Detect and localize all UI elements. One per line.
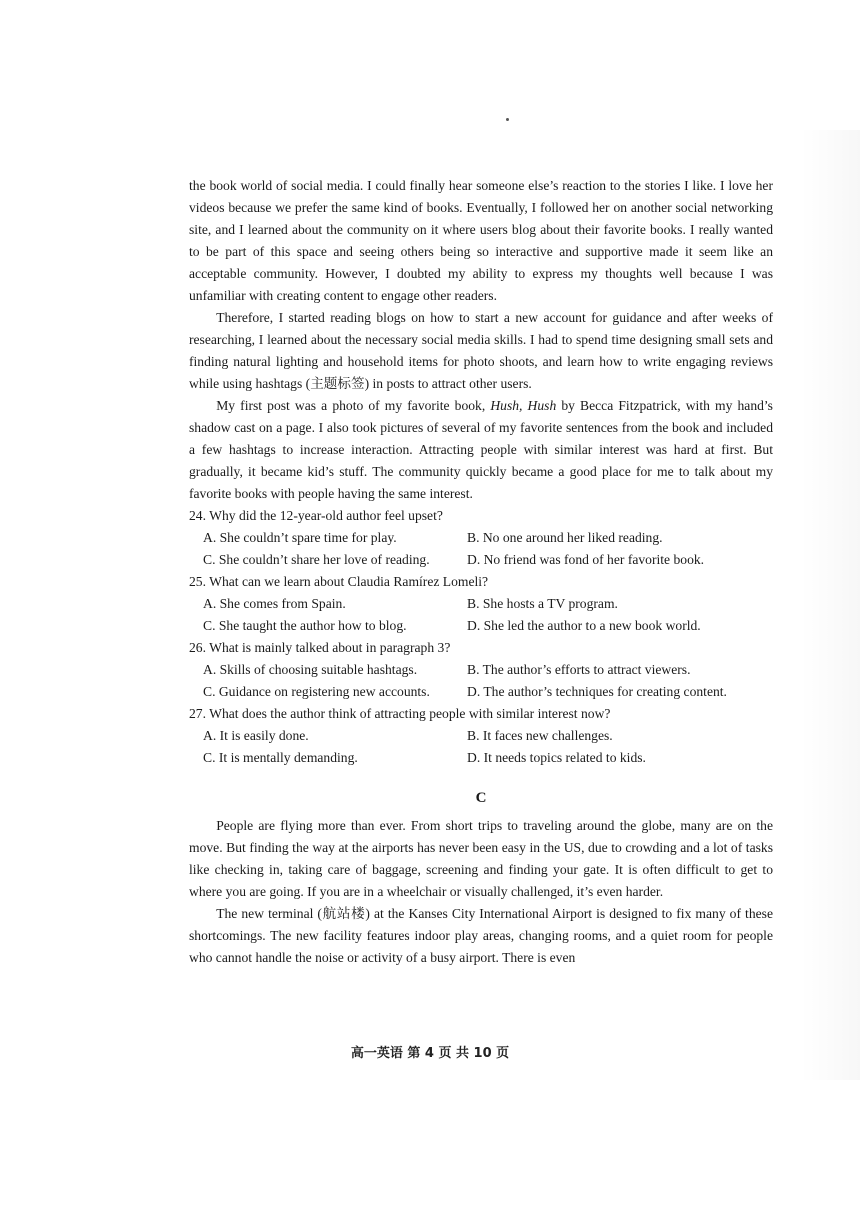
question-stem: 24. Why did the 12-year-old author feel upset? (189, 508, 443, 523)
option-a[interactable]: A. It is easily done. (203, 728, 309, 743)
option-b[interactable]: B. She hosts a TV program. (467, 596, 618, 611)
option-b[interactable]: B. It faces new challenges. (467, 728, 613, 743)
question-27 (189, 703, 773, 769)
options (189, 725, 773, 769)
option-a[interactable]: A. Skills of choosing suitable hashtags. (203, 662, 418, 677)
options (189, 659, 773, 703)
scan-speck (506, 118, 509, 121)
option-d[interactable]: D. The author’s techniques for creating content. (467, 684, 727, 699)
paragraph-3-text-b: by Becca Fitzpatrick, with my hand’s shadow cast on a page. I also took pictures of several of my favorite sentences from the book and included a few hashtags to increase interaction. Attracting people with similar interest was hard at first. But gradually, it became kid’s stuff. The community quickly became a good place for me to talk about my favorite books with people having the same interest. (189, 398, 773, 501)
page-footer: 高一英语 第 4 页 共 10 页 (350, 1046, 510, 1061)
page-content (189, 175, 773, 969)
option-c[interactable]: C. She taught the author how to blog. (203, 618, 407, 633)
passage-c-paragraph-1: People are flying more than ever. From short trips to traveling around the globe, many are on the move. But finding the way at the airports has never been easy in the US, due to crowding and a lot of tasks like checking in, taking care of baggage, screening and finding your gate. It is often difficult to get to where you are going. If you are in a wheelchair or visually challenged, it’s even harder. (189, 818, 773, 899)
section-c-title: C (475, 790, 487, 806)
option-c[interactable]: C. Guidance on registering new accounts. (203, 684, 430, 699)
passage-b-paragraph-2: Therefore, I started reading blogs on how to start a new account for guidance and after weeks of researching, I learned about the necessary social media skills. I had to spend time designing small sets and finding natural lighting and household items for photo shoots, and learn how to write engaging reviews while using hashtags (主题标签) in posts to attract other users. (189, 310, 773, 391)
option-b[interactable]: B. The author’s efforts to attract viewers. (467, 662, 691, 677)
passage-c-paragraph-2: The new terminal (航站楼) at the Kanses City International Airport is designed to fix many of these shortcomings. The new facility features indoor play areas, changing rooms, and a quiet room for people who cannot handle the noise or activity of a busy airport. There is even (189, 906, 773, 965)
option-c[interactable]: C. She couldn’t share her love of reading. (203, 552, 430, 567)
option-a[interactable]: A. She couldn’t spare time for play. (203, 530, 397, 545)
option-d[interactable]: D. No friend was fond of her favorite book. (467, 552, 705, 567)
option-c[interactable]: C. It is mentally demanding. (203, 750, 358, 765)
question-stem: 25. What can we learn about Claudia Ramírez Lomeli? (189, 574, 489, 589)
question-24 (189, 505, 773, 571)
option-b[interactable]: B. No one around her liked reading. (467, 530, 663, 545)
question-stem: 26. What is mainly talked about in paragraph 3? (189, 640, 451, 655)
passage-b-paragraph-1: the book world of social media. I could finally hear someone else’s reaction to the stories I like. I love her videos because we prefer the same kind of books. Eventually, I followed her on another social networking site, and I learned about the community on it where users blog about their favorite books. I really wanted to be part of this space and seeing others being so interactive and supportive made it seem like an acceptable community. However, I doubted my ability to express my thoughts well because I was unfamiliar with creating content to engage other readers. (189, 178, 773, 303)
scan-shadow (800, 130, 860, 1080)
option-a[interactable]: A. She comes from Spain. (203, 596, 346, 611)
option-d[interactable]: D. It needs topics related to kids. (467, 750, 646, 765)
question-26 (189, 637, 773, 703)
options (189, 527, 773, 571)
paragraph-3-text-a: My first post was a photo of my favorite book, (216, 398, 491, 413)
option-d[interactable]: D. She led the author to a new book world. (467, 618, 701, 633)
book-title: Hush, Hush (490, 398, 557, 413)
options (189, 593, 773, 637)
question-25 (189, 571, 773, 637)
question-stem: 27. What does the author think of attracting people with similar interest now? (189, 706, 611, 721)
passage-b-paragraph-3 (189, 395, 773, 505)
